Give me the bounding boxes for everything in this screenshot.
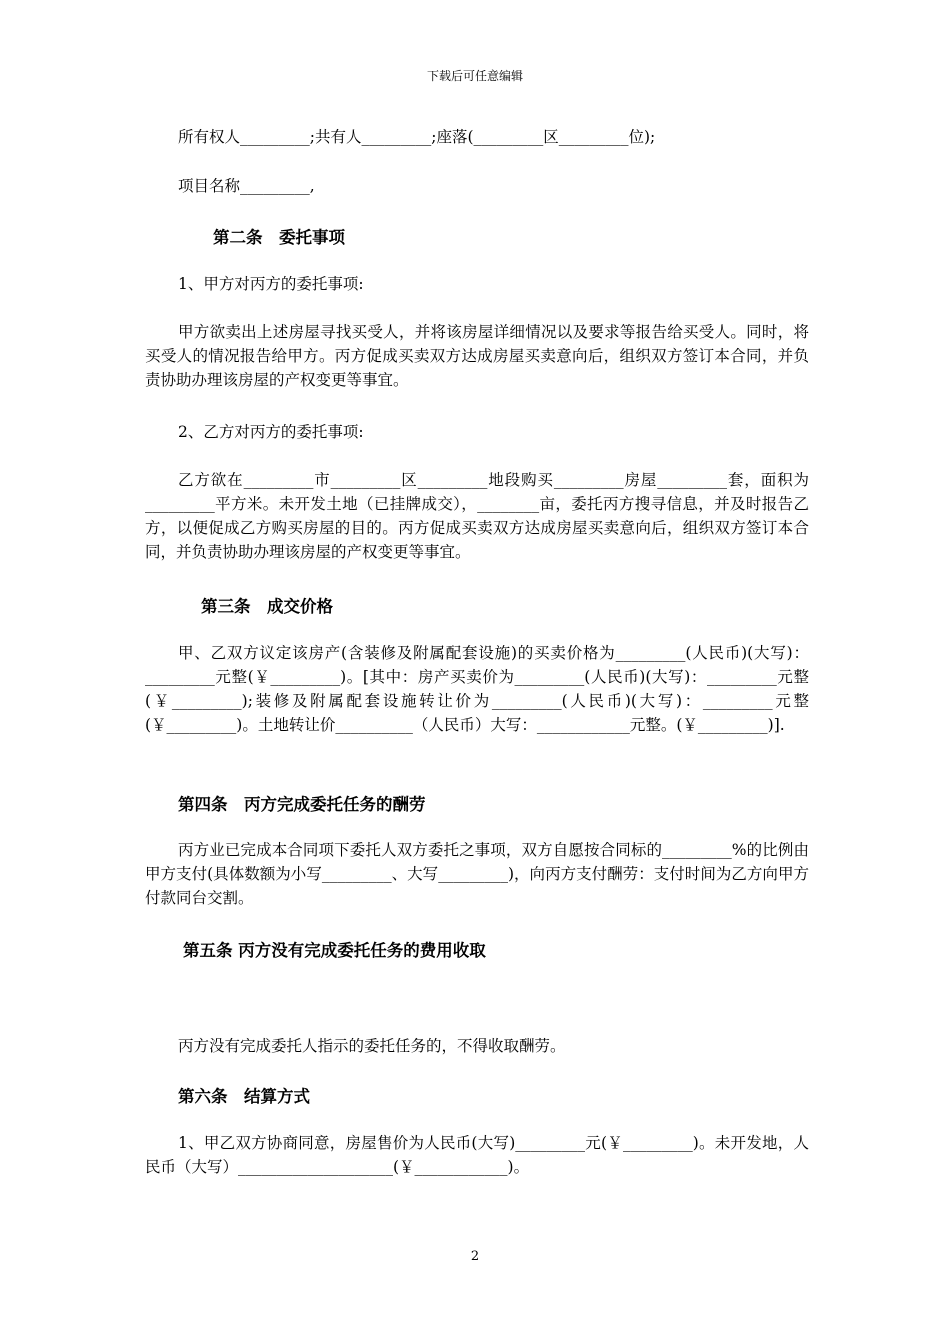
paragraph-remuneration: 丙方业已完成本合同项下委托人双方委托之事项，双方自愿按合同标的_________%的比例由甲方支付(具体数额为小写_________、大写_________)，向丙方支付酬劳：支付时间为乙方向甲方付款同台交割。 [145,841,809,907]
heading-article-4: 第四条 丙方完成委托任务的酬劳 [178,795,426,814]
paragraph-project-name: 项目名称_________, [178,177,315,195]
heading-article-5: 第五条 丙方没有完成委托任务的费用收取 [183,941,486,960]
paragraph-item-2: 2、乙方对丙方的委托事项: [178,423,364,441]
paragraph-party-b-commission: 乙方欲在_________市_________区_________地段购买_________房屋_________套，面积为_________平方米。未开发土地（已挂牌成交），________亩，委托丙方搜寻信息，并及时报告乙方，以便促成乙方购买房屋的目的。丙方促成买卖双方达成房屋买卖意向后，组织双方签订本合同，并负责协助办理该房屋的产权变更等事宜。 [145,471,809,561]
paragraph-party-a-commission: 甲方欲卖出上述房屋寻找买受人，并将该房屋详细情况以及要求等报告给买受人。同时，将买受人的情况报告给甲方。丙方促成买卖双方达成房屋买卖意向后，组织双方签订本合同，并负责协助办理该房屋的产权变更等事宜。 [145,323,809,389]
heading-article-6: 第六条 结算方式 [178,1087,310,1106]
page-number: 2 [470,1249,480,1264]
paragraph-no-fee: 丙方没有完成委托人指示的委托任务的，不得收取酬劳。 [178,1037,566,1055]
heading-article-2: 第二条 委托事项 [213,228,345,247]
paragraph-owner: 所有权人_________;共有人_________;座落(_________区_________位); [178,128,656,146]
page-header: 下载后可任意编辑 [426,69,523,83]
paragraph-item-1: 1、甲方对丙方的委托事项: [178,275,364,293]
heading-article-3: 第三条 成交价格 [201,597,333,616]
paragraph-price: 甲、乙双方议定该房产(含装修及附属配套设施)的买卖价格为_________(人民币)(大写)：_________元整(￥_________)。[其中：房产买卖价为_________(人民币)(大写)：_________元整(￥_________);装修及附属配套设施转让价为_________(人民币)(大写)：_________元整(￥_________)。土地转让价__________（人民币）大写：____________元整。(￥_________)]. [145,644,809,734]
paragraph-settlement: 1、甲乙双方协商同意，房屋售价为人民币(大写)_________元(￥_________)。未开发地，人民币（大写）____________________(￥____________)。 [145,1134,809,1176]
